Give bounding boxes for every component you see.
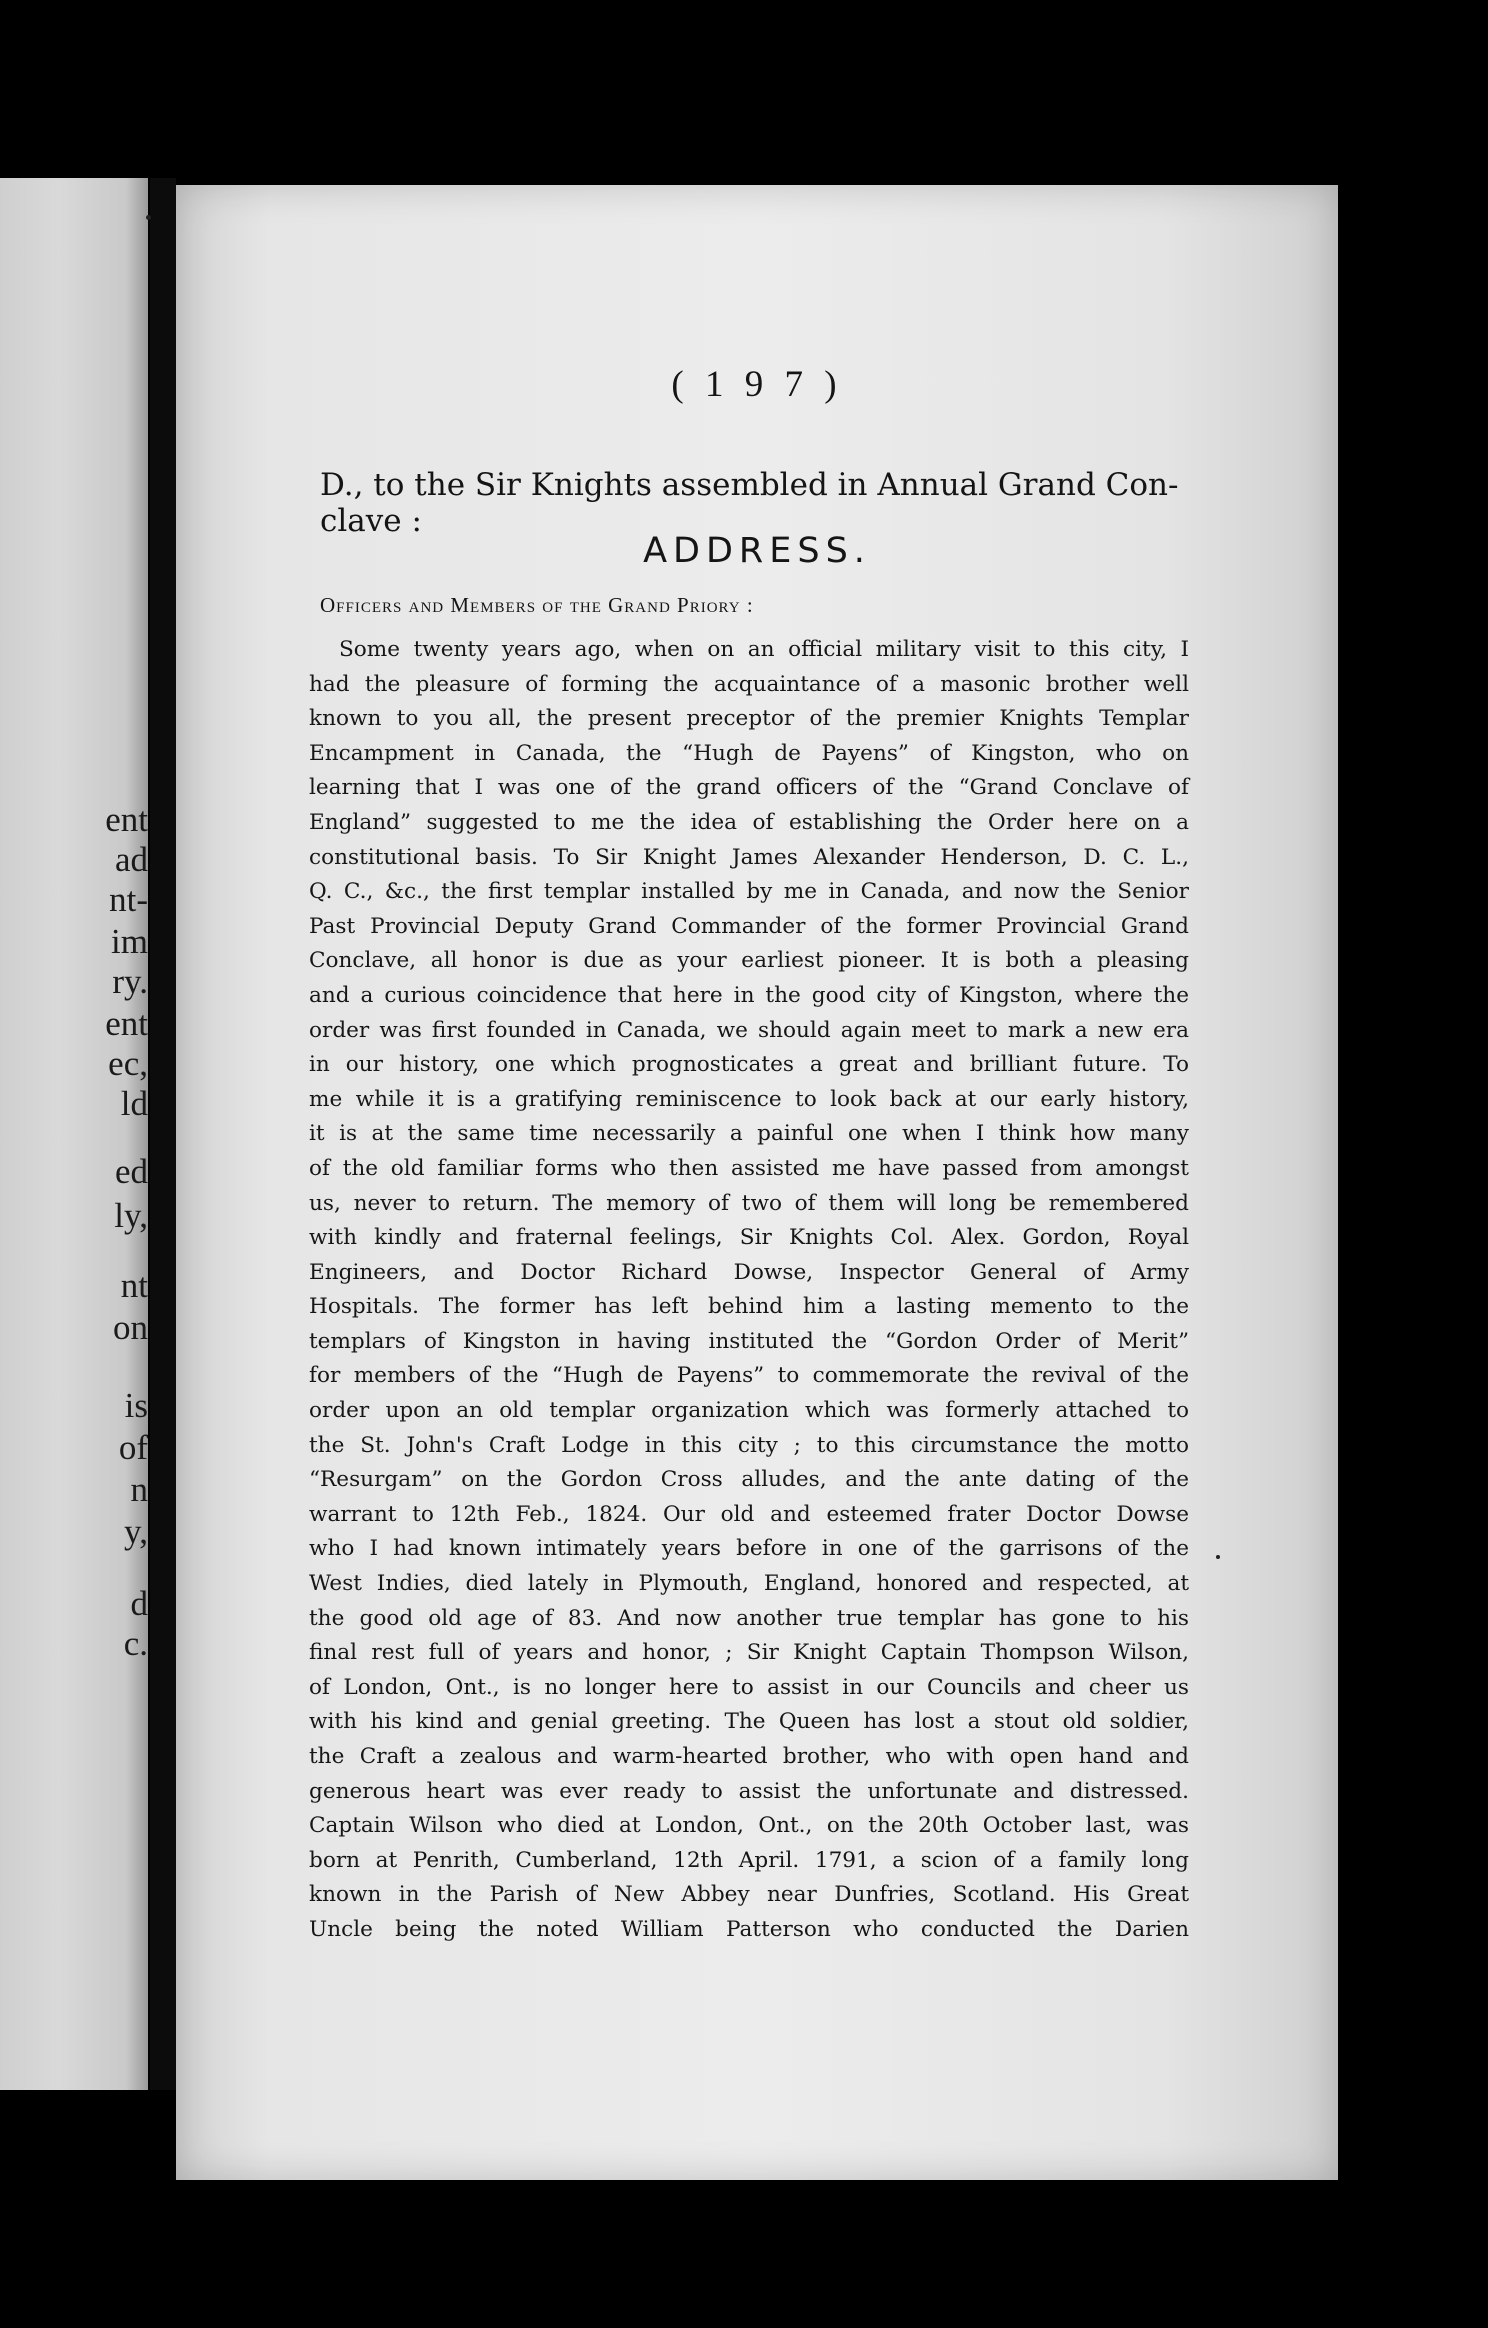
body-line: of London, Ont., is no longer here to assist in our Councils and cheer us: [309, 1674, 1189, 1700]
body-line: us, never to return. The memory of two of them will long be remembered: [309, 1190, 1189, 1216]
left-fragment-line: y,: [124, 1512, 148, 1551]
body-line: England” suggested to me the idea of establishing the Order here on a: [309, 809, 1189, 835]
body-line: “Resurgam” on the Gordon Cross alludes, and the ante dating of the: [309, 1467, 1189, 1493]
body-line: of the old familiar forms who then assisted me have passed from amongst: [309, 1155, 1189, 1181]
page-number: ( 1 9 7 ): [671, 364, 843, 405]
body-line: the good old age of 83. And now another true templar has gone to his: [309, 1605, 1189, 1631]
left-page-fragment: [0, 178, 148, 2090]
body-line: learning that I was one of the grand officers of the “Grand Conclave of: [309, 775, 1189, 801]
body-line: templars of Kingston in having instituted the “Gordon Order of Merit”: [309, 1328, 1189, 1354]
body-line: Conclave, all honor is due as your earliest pioneer. It is both a pleasing: [309, 948, 1189, 974]
left-fragment-line: on: [113, 1308, 148, 1347]
body-line: West Indies, died lately in Plymouth, England, honored and respected, at: [309, 1571, 1189, 1597]
body-line: Uncle being the noted William Patterson who conducted the Darien: [309, 1916, 1189, 1942]
body-line: order was first founded in Canada, we should again meet to mark a new era: [309, 1017, 1189, 1043]
left-fragment-line: ec,: [108, 1044, 148, 1083]
body-line: with kindly and fraternal feelings, Sir Knights Col. Alex. Gordon, Royal: [309, 1225, 1189, 1251]
page-197: [176, 185, 1338, 2180]
body-line: Hospitals. The former has left behind him a lasting memento to the: [309, 1294, 1189, 1320]
body-line: had the pleasure of forming the acquaintance of a masonic brother well: [309, 671, 1189, 697]
salutation: Officers and Members of the Grand Priory :: [320, 593, 754, 617]
left-fragment-line: of: [118, 1428, 148, 1467]
body-line: the St. John's Craft Lodge in this city ; to this circumstance the motto: [309, 1432, 1189, 1458]
left-fragment-line: ad: [114, 840, 148, 879]
body-line: who I had known intimately years before in one of the garrisons of the: [309, 1536, 1189, 1562]
body-line: constitutional basis. To Sir Knight James Alexander Henderson, D. C. L.,: [309, 844, 1189, 870]
left-fragment-line: nt-: [109, 880, 148, 919]
body-line: Past Provincial Deputy Grand Commander of the former Provincial Grand: [309, 913, 1189, 939]
left-fragment-line: ent: [105, 800, 148, 839]
left-fragment-line: ld: [120, 1084, 148, 1123]
body-line: in our history, one which prognosticates a great and brilliant future. To: [309, 1052, 1189, 1078]
book-gutter: [150, 178, 176, 2090]
body-line: with his kind and genial greeting. The Queen has lost a stout old soldier,: [309, 1709, 1189, 1735]
ink-speck: [1216, 1555, 1220, 1559]
body-line: Captain Wilson who died at London, Ont., on the 20th October last, was: [309, 1813, 1189, 1839]
body-line: the Craft a zealous and warm-hearted brother, who with open hand and: [309, 1744, 1189, 1769]
left-fragment-line: d: [130, 1584, 148, 1623]
heading-line-1: D., to the Sir Knights assembled in Annual Grand Con-: [320, 467, 1179, 503]
body-line: and a curious coincidence that here in the good city of Kingston, where the: [309, 982, 1189, 1008]
body-line: order upon an old templar organization which was formerly attached to: [309, 1398, 1189, 1424]
body-line: for members of the “Hugh de Payens” to commemorate the revival of the: [309, 1363, 1189, 1389]
body-line: known to you all, the present preceptor of the premier Knights Templar: [309, 706, 1189, 732]
address-title: ADDRESS.: [643, 531, 871, 571]
body-line: born at Penrith, Cumberland, 12th April. 1791, a scion of a family long: [309, 1847, 1189, 1873]
left-fragment-line: ed: [114, 1152, 148, 1191]
body-line: known in the Parish of New Abbey near Dunfries, Scotland. His Great: [309, 1882, 1189, 1908]
ink-speck: [146, 215, 151, 220]
body-line: it is at the same time necessarily a painful one when I think how many: [309, 1121, 1189, 1147]
heading-line-2: clave :: [320, 503, 422, 539]
body-line: Q. C., &c., the first templar installed by me in Canada, and now the Senior: [309, 879, 1189, 905]
body-line: warrant to 12th Feb., 1824. Our old and esteemed frater Doctor Dowse: [309, 1501, 1189, 1527]
left-fragment-line: nt: [120, 1266, 148, 1305]
left-fragment-line: ent: [105, 1004, 148, 1043]
left-fragment-line: ly,: [114, 1196, 148, 1235]
left-fragment-line: ry.: [112, 962, 148, 1001]
left-fragment-line: c.: [123, 1624, 148, 1663]
body-line: me while it is a gratifying reminiscence to look back at our early history,: [309, 1086, 1189, 1112]
body-line: Engineers, and Doctor Richard Dowse, Inspector General of Army: [309, 1259, 1189, 1285]
left-fragment-line: n: [130, 1470, 148, 1509]
body-text: [309, 633, 1189, 1948]
left-fragment-line: is: [124, 1386, 148, 1425]
body-line: generous heart was ever ready to assist the unfortunate and distressed.: [309, 1778, 1189, 1804]
body-line: Encampment in Canada, the “Hugh de Payens” of Kingston, who on: [309, 740, 1189, 766]
left-fragment-line: im: [111, 922, 148, 961]
body-line: Some twenty years ago, when on an official military visit to this city, I: [339, 637, 1189, 662]
body-line: final rest full of years and honor, ; Sir Knight Captain Thompson Wilson,: [309, 1640, 1189, 1666]
